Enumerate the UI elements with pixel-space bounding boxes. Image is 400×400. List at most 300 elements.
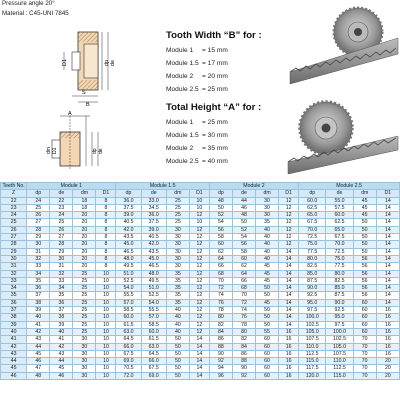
table-cell: 64 xyxy=(209,255,232,262)
total-height-row: Module 1 = 25 mm xyxy=(166,119,228,126)
table-cell: 45 xyxy=(256,277,279,284)
table-cell: 63.0 xyxy=(116,328,141,335)
column-header: de xyxy=(50,190,73,197)
table-cell: 60.0 xyxy=(141,328,166,335)
table-cell: 41 xyxy=(50,336,73,343)
table-cell: 40 xyxy=(256,226,279,233)
table-cell: 14 xyxy=(279,255,299,262)
table-cell: 30 xyxy=(166,255,189,262)
table-cell: 54 xyxy=(209,219,232,226)
table-row xyxy=(1,336,400,343)
table-cell: 18 xyxy=(73,204,96,211)
table-cell: 35 xyxy=(166,292,189,299)
table-cell: 14 xyxy=(376,270,399,277)
table-cell: 96 xyxy=(209,372,232,379)
table-cell: 48 xyxy=(27,372,50,379)
table-cell: 50 xyxy=(353,219,376,226)
table-cell: 70 xyxy=(353,343,376,350)
table-cell: 25 xyxy=(166,204,189,211)
table-cell: 14 xyxy=(376,285,399,292)
table-cell: 56 xyxy=(353,255,376,262)
teeth-count-cell: 23 xyxy=(1,204,27,211)
table-cell: 102.5 xyxy=(326,336,353,343)
table-cell: 112.5 xyxy=(326,365,353,372)
table-cell: 80 xyxy=(232,328,255,335)
table-row xyxy=(1,372,400,379)
table-cell: 14 xyxy=(376,197,399,204)
table-cell: 20 xyxy=(73,263,96,270)
table-cell: 85.0 xyxy=(299,270,326,277)
table-cell: 47 xyxy=(27,365,50,372)
table-row xyxy=(1,328,400,335)
table-cell: 110.0 xyxy=(299,343,326,350)
table-cell: 43.5 xyxy=(141,248,166,255)
table-cell: 58.5 xyxy=(141,321,166,328)
teeth-count-cell: 38 xyxy=(1,314,27,321)
table-cell: 82 xyxy=(232,336,255,343)
table-cell: 20 xyxy=(73,255,96,262)
table-cell: 36.0 xyxy=(141,212,166,219)
table-cell: 33.0 xyxy=(141,197,166,204)
table-cell: 28 xyxy=(27,226,50,233)
table-cell: 56 xyxy=(353,285,376,292)
table-cell: 12 xyxy=(279,197,299,204)
table-cell: 70 xyxy=(353,358,376,365)
table-cell: 51.0 xyxy=(141,285,166,292)
table-cell: 40.5 xyxy=(141,234,166,241)
table-row xyxy=(1,204,400,211)
table-cell: 12 xyxy=(279,204,299,211)
table-cell: 66 xyxy=(232,277,255,284)
table-cell: 10 xyxy=(96,336,116,343)
table-cell: 92.5 xyxy=(326,307,353,314)
table-cell: 39 xyxy=(50,321,73,328)
table-cell: 77.5 xyxy=(326,263,353,270)
table-cell: 39.0 xyxy=(141,226,166,233)
table-row xyxy=(1,277,400,284)
table-cell: 52.5 xyxy=(116,277,141,284)
module-group-header: Module 2.5 xyxy=(299,183,400,190)
table-cell: 43.5 xyxy=(116,234,141,241)
table-cell: 50 xyxy=(256,321,279,328)
de-label: de xyxy=(110,59,116,66)
gear-rack-photo-2 xyxy=(286,96,400,176)
table-cell: 84 xyxy=(209,328,232,335)
table-cell: 25 xyxy=(73,321,96,328)
table-cell: 33 xyxy=(50,277,73,284)
table-cell: 90.0 xyxy=(299,285,326,292)
table-cell: 8 xyxy=(96,226,116,233)
table-cell: 70 xyxy=(209,277,232,284)
table-cell: 12 xyxy=(279,226,299,233)
table-cell: 20 xyxy=(376,365,399,372)
b-label: B xyxy=(86,102,90,106)
table-cell: 27 xyxy=(27,219,50,226)
table-cell: 72.5 xyxy=(326,248,353,255)
table-cell: 34 xyxy=(27,270,50,277)
table-cell: 30 xyxy=(256,204,279,211)
table-cell: 69.0 xyxy=(116,358,141,365)
table-cell: 46.5 xyxy=(116,248,141,255)
table-cell: 52.5 xyxy=(141,292,166,299)
table-cell: 50 xyxy=(353,226,376,233)
table-cell: 64.5 xyxy=(116,336,141,343)
table-cell: 8 xyxy=(96,248,116,255)
table-cell: 10 xyxy=(96,343,116,350)
table-cell: 12 xyxy=(189,270,209,277)
table-cell: 50 xyxy=(256,314,279,321)
table-cell: 39.0 xyxy=(116,212,141,219)
table-cell: 16 xyxy=(279,350,299,357)
teeth-no-header: Teeth No. xyxy=(1,183,27,190)
table-cell: 20 xyxy=(73,219,96,226)
table-cell: 36.0 xyxy=(116,197,141,204)
table-cell: 66.0 xyxy=(116,343,141,350)
table-cell: 12 xyxy=(279,241,299,248)
table-cell: 45 xyxy=(353,212,376,219)
teeth-count-cell: 29 xyxy=(1,248,27,255)
table-cell: 25 xyxy=(50,219,73,226)
table-cell: 25 xyxy=(73,292,96,299)
table-cell: 25 xyxy=(73,328,96,335)
teeth-count-cell: 43 xyxy=(1,350,27,357)
table-cell: 42 xyxy=(50,343,73,350)
table-cell: 87.5 xyxy=(299,277,326,284)
table-cell: 72 xyxy=(232,299,255,306)
table-cell: 14 xyxy=(279,321,299,328)
table-cell: 49.5 xyxy=(141,277,166,284)
table-cell: 49.5 xyxy=(116,263,141,270)
table-cell: 65.0 xyxy=(299,212,326,219)
table-row xyxy=(1,241,400,248)
table-cell: 72.5 xyxy=(299,234,326,241)
table-row xyxy=(1,285,400,292)
table-cell: 56 xyxy=(353,270,376,277)
table-row xyxy=(1,263,400,270)
tooth-width-row: Module 1 = 15 mm xyxy=(166,47,228,54)
table-cell: 62.5 xyxy=(326,219,353,226)
table-cell: 76 xyxy=(232,314,255,321)
table-cell: 16 xyxy=(279,336,299,343)
teeth-count-cell: 40 xyxy=(1,328,27,335)
teeth-count-cell: 22 xyxy=(1,197,27,204)
table-cell: 14 xyxy=(189,336,209,343)
table-cell: 30 xyxy=(256,212,279,219)
table-cell: 18 xyxy=(73,197,96,204)
pressure-angle-text: Pressure angle 20° xyxy=(2,0,55,7)
table-cell: 52 xyxy=(232,226,255,233)
table-cell: 90 xyxy=(232,365,255,372)
column-header: dp xyxy=(299,190,326,197)
table-row xyxy=(1,299,400,306)
table-cell: 12 xyxy=(189,248,209,255)
table-cell: 25 xyxy=(27,204,50,211)
table-cell: 70 xyxy=(232,292,255,299)
table-cell: 12 xyxy=(189,212,209,219)
table-cell: 67.5 xyxy=(116,350,141,357)
table-cell: 10 xyxy=(96,314,116,321)
table-cell: 16 xyxy=(279,343,299,350)
table-cell: 92 xyxy=(232,372,255,379)
table-cell: 72.0 xyxy=(116,372,141,379)
table-cell: 46 xyxy=(232,204,255,211)
table-cell: 40 xyxy=(166,314,189,321)
table-cell: 66.0 xyxy=(141,358,166,365)
table-cell: 10 xyxy=(96,350,116,357)
table-cell: 60 xyxy=(256,343,279,350)
table-cell: 38 xyxy=(50,314,73,321)
table-cell: 67.5 xyxy=(141,365,166,372)
table-cell: 39 xyxy=(27,307,50,314)
column-header: de xyxy=(232,190,255,197)
tooth-width-title: Tooth Width “B” for : xyxy=(166,30,262,41)
table-cell: 48 xyxy=(232,212,255,219)
column-header: dp xyxy=(209,190,232,197)
table-cell: 30 xyxy=(73,372,96,379)
table-cell: 25 xyxy=(166,212,189,219)
table-cell: 50 xyxy=(256,292,279,299)
table-cell: 20 xyxy=(376,372,399,379)
table-cell: 22 xyxy=(50,197,73,204)
teeth-count-cell: 32 xyxy=(1,270,27,277)
table-cell: 82.5 xyxy=(299,263,326,270)
table-cell: 60 xyxy=(232,255,255,262)
table-row xyxy=(1,365,400,372)
table-cell: 16 xyxy=(279,328,299,335)
table-cell: 30 xyxy=(73,350,96,357)
table-cell: 29 xyxy=(50,248,73,255)
table-cell: 30 xyxy=(27,241,50,248)
table-cell: 67.5 xyxy=(326,234,353,241)
table-cell: 27 xyxy=(50,234,73,241)
table-cell: 37.5 xyxy=(116,204,141,211)
table-cell: 55 xyxy=(256,328,279,335)
table-cell: 60.0 xyxy=(116,314,141,321)
table-cell: 30 xyxy=(73,343,96,350)
table-row xyxy=(1,248,400,255)
table-cell: 25 xyxy=(73,307,96,314)
table-cell: 64 xyxy=(232,270,255,277)
table-cell: 14 xyxy=(279,285,299,292)
table-cell: 67.5 xyxy=(299,219,326,226)
table-cell: 82 xyxy=(209,321,232,328)
table-cell: 57.0 xyxy=(141,314,166,321)
teeth-count-cell: 46 xyxy=(1,372,27,379)
table-cell: 50 xyxy=(256,285,279,292)
module-group-header: Module 1 xyxy=(27,183,116,190)
table-cell: 44 xyxy=(50,358,73,365)
table-cell: 37 xyxy=(27,292,50,299)
table-cell: 12 xyxy=(189,241,209,248)
table-cell: 60.0 xyxy=(299,197,326,204)
table-cell: 85.0 xyxy=(326,285,353,292)
gear-rack-photo xyxy=(288,2,400,84)
table-cell: 54.0 xyxy=(116,285,141,292)
table-cell: 60 xyxy=(256,336,279,343)
table-cell: 44 xyxy=(232,197,255,204)
table-cell: 107.5 xyxy=(299,336,326,343)
table-cell: 60 xyxy=(209,241,232,248)
table-cell: 42 xyxy=(27,328,50,335)
table-cell: 65.0 xyxy=(326,226,353,233)
table-cell: 16 xyxy=(376,328,399,335)
table-cell: 40 xyxy=(256,255,279,262)
table-cell: 14 xyxy=(279,270,299,277)
table-row xyxy=(1,343,400,350)
table-cell: 70.0 xyxy=(326,241,353,248)
table-cell: 12 xyxy=(189,321,209,328)
table-row xyxy=(1,226,400,233)
table-cell: 62 xyxy=(209,248,232,255)
table-cell: 70.5 xyxy=(116,365,141,372)
teeth-count-cell: 45 xyxy=(1,365,27,372)
teeth-count-cell: 30 xyxy=(1,255,27,262)
table-cell: 12 xyxy=(189,314,209,321)
table-cell: 14 xyxy=(189,350,209,357)
table-cell: 10 xyxy=(96,328,116,335)
table-cell: 26 xyxy=(27,212,50,219)
dm-label: dm xyxy=(46,147,52,154)
table-cell: 34.5 xyxy=(141,204,166,211)
table-cell: 12 xyxy=(189,255,209,262)
table-row xyxy=(1,234,400,241)
table-cell: 32 xyxy=(50,270,73,277)
table-cell: 58 xyxy=(209,234,232,241)
tooth-width-row: Module 2 = 20 mm xyxy=(166,73,228,80)
total-height-title: Total Height “A” for : xyxy=(166,102,262,113)
table-cell: 62.5 xyxy=(299,204,326,211)
table-cell: 78 xyxy=(232,321,255,328)
column-header: dp xyxy=(27,190,50,197)
table-row xyxy=(1,219,400,226)
column-header: de xyxy=(326,190,353,197)
table-cell: 10 xyxy=(96,365,116,372)
table-cell: 69.0 xyxy=(141,372,166,379)
table-cell: 52 xyxy=(209,212,232,219)
table-cell: 86 xyxy=(232,350,255,357)
table-cell: 45.0 xyxy=(116,241,141,248)
table-cell: 63.0 xyxy=(141,343,166,350)
table-cell: 25 xyxy=(166,219,189,226)
table-cell: 14 xyxy=(376,219,399,226)
total-height-row: Module 2 = 35 mm xyxy=(166,145,228,152)
table-cell: 45 xyxy=(353,197,376,204)
table-cell: 36 xyxy=(27,285,50,292)
table-cell: 60 xyxy=(353,328,376,335)
table-cell: 60 xyxy=(256,365,279,372)
table-cell: 10 xyxy=(189,219,209,226)
table-cell: 14 xyxy=(189,343,209,350)
table-cell: 10 xyxy=(96,299,116,306)
table-cell: 64.5 xyxy=(141,350,166,357)
table-row xyxy=(1,212,400,219)
table-cell: 25 xyxy=(73,277,96,284)
table-cell: 14 xyxy=(279,277,299,284)
table-cell: 24 xyxy=(50,212,73,219)
table-cell: 34 xyxy=(50,285,73,292)
table-cell: 30 xyxy=(256,197,279,204)
table-cell: 14 xyxy=(189,372,209,379)
table-cell: 46 xyxy=(50,372,73,379)
table-cell: 100.0 xyxy=(299,314,326,321)
table-cell: 35 xyxy=(166,299,189,306)
table-cell: 70.0 xyxy=(299,226,326,233)
table-cell: 10 xyxy=(189,197,209,204)
table-cell: 74 xyxy=(232,307,255,314)
column-header: D1 xyxy=(96,190,116,197)
table-cell: 10 xyxy=(96,321,116,328)
table-cell: 12 xyxy=(189,234,209,241)
table-cell: 14 xyxy=(279,299,299,306)
table-cell: 29 xyxy=(27,234,50,241)
table-cell: 25 xyxy=(73,314,96,321)
table-cell: 40 xyxy=(50,328,73,335)
table-cell: 25 xyxy=(73,285,96,292)
table-cell: 20 xyxy=(73,234,96,241)
table-cell: 88 xyxy=(209,343,232,350)
table-cell: 30 xyxy=(166,226,189,233)
table-cell: 28 xyxy=(50,241,73,248)
table-cell: 57.5 xyxy=(326,204,353,211)
table-cell: 40 xyxy=(256,234,279,241)
table-cell: 10 xyxy=(96,358,116,365)
table-cell: 60.0 xyxy=(326,212,353,219)
module-group-header: Module 2 xyxy=(209,183,298,190)
table-cell: 94 xyxy=(209,365,232,372)
table-cell: 8 xyxy=(96,241,116,248)
table-cell: 14 xyxy=(376,277,399,284)
table-cell: 78 xyxy=(209,307,232,314)
table-cell: 16 xyxy=(376,307,399,314)
table-cell: 68 xyxy=(232,285,255,292)
table-cell: 80 xyxy=(209,314,232,321)
table-cell: 50 xyxy=(353,248,376,255)
table-cell: 55.5 xyxy=(116,292,141,299)
column-header: dm xyxy=(73,190,96,197)
table-cell: 50 xyxy=(353,234,376,241)
table-row xyxy=(1,321,400,328)
teeth-count-cell: 33 xyxy=(1,277,27,284)
table-cell: 50 xyxy=(166,358,189,365)
teeth-count-cell: 26 xyxy=(1,226,27,233)
table-cell: 50 xyxy=(353,241,376,248)
table-cell: 43 xyxy=(50,350,73,357)
table-row xyxy=(1,255,400,262)
table-cell: 56 xyxy=(353,277,376,284)
table-cell: 107.5 xyxy=(326,350,353,357)
table-cell: 25 xyxy=(166,197,189,204)
table-cell: 14 xyxy=(376,212,399,219)
gear-height-drawing xyxy=(38,110,108,176)
table-cell: 30 xyxy=(73,358,96,365)
table-cell: 48.0 xyxy=(116,255,141,262)
table-cell: 12 xyxy=(279,212,299,219)
table-cell: 66 xyxy=(209,263,232,270)
teeth-count-cell: 25 xyxy=(1,219,27,226)
table-cell: 120.0 xyxy=(299,372,326,379)
table-cell: 37.5 xyxy=(141,219,166,226)
table-cell: 12 xyxy=(189,328,209,335)
table-cell: 44 xyxy=(27,343,50,350)
table-cell: 30 xyxy=(50,255,73,262)
table-cell: 14 xyxy=(376,226,399,233)
table-cell: 60 xyxy=(256,372,279,379)
table-cell: 35 xyxy=(256,219,279,226)
table-cell: 42.0 xyxy=(141,241,166,248)
table-cell: 35 xyxy=(27,277,50,284)
table-cell: 74 xyxy=(209,292,232,299)
table-cell: 45 xyxy=(256,299,279,306)
